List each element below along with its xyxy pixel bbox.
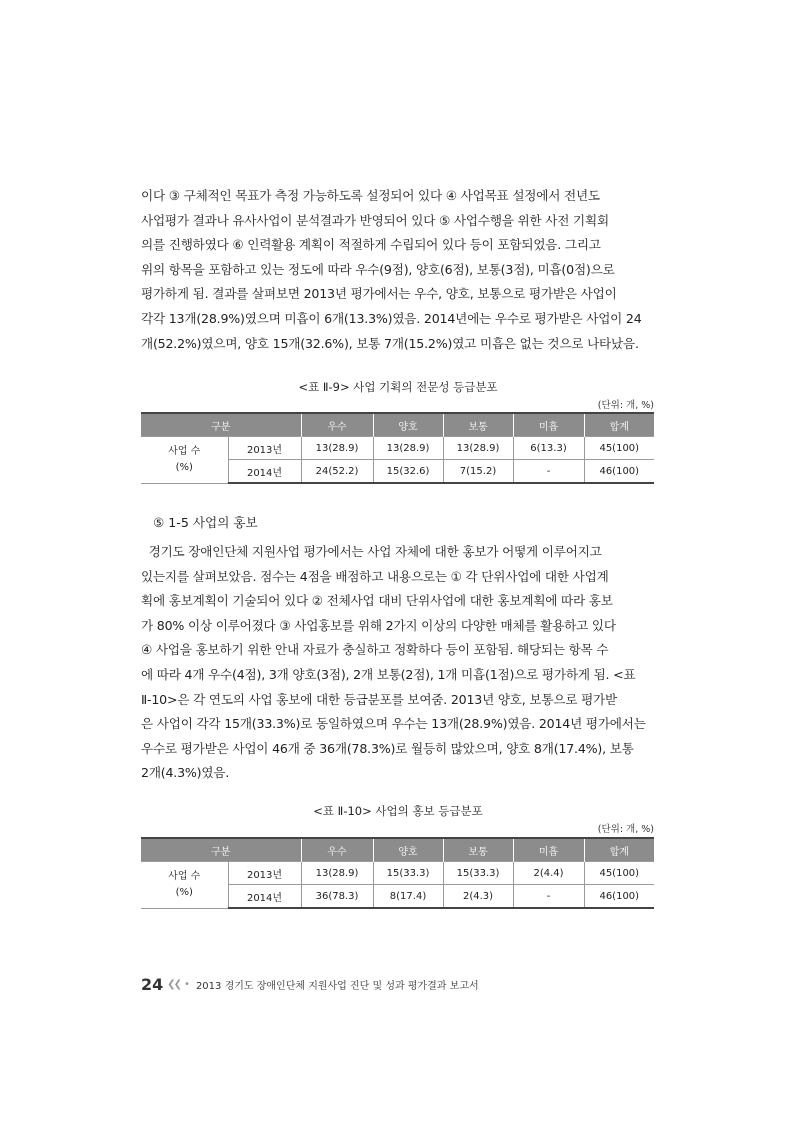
text-line: 은 사업이 각각 15개(33.3%)로 동일하였으며 우수는 13개(28.9%)였음. 2014년 평가에서는	[141, 716, 646, 732]
text-line: 개(52.2%)였으며, 양호 15개(32.6%), 보통 7개(15.2%)였고 미흡은 없는 것으로 나타났음.	[141, 335, 639, 351]
text-line: 위의 항목을 포함하고 있는 정도에 따라 우수(9점), 양호(6점), 보통(3점), 미흡(0점)으로	[141, 261, 615, 277]
table-row	[141, 862, 654, 885]
column-header-good: 양호	[373, 838, 443, 862]
column-header-average: 보통	[443, 838, 513, 862]
table-cell: 24(52.2)	[301, 460, 373, 484]
row-header-count	[141, 862, 228, 909]
body-paragraph-2	[141, 540, 655, 786]
text-line: ④ 사업을 홍보하기 위한 안내 자료가 충실하고 정확하다 등이 포함됨. 해당되는 항목 수	[141, 642, 609, 658]
page-footer	[141, 975, 479, 994]
column-header-excellent: 우수	[301, 413, 373, 437]
column-header-poor: 미흡	[513, 413, 584, 437]
table-cell: 36(78.3)	[301, 885, 373, 909]
text-line: 획에 홍보계획이 기술되어 있다 ② 전체사업 대비 단위사업에 대한 홍보계획에 따라 홍보	[141, 593, 613, 609]
row-header-unit: (%)	[175, 461, 193, 473]
table-caption: <표 Ⅱ-10> 사업의 홍보 등급분포	[313, 804, 483, 818]
column-header-good: 양호	[373, 413, 443, 437]
table-cell: 13(28.9)	[301, 437, 373, 460]
footer-report-title: 2013 경기도 장애인단체 지원사업 진단 및 성과 평가결과 보고서	[195, 981, 479, 992]
grade-distribution-table	[141, 412, 654, 484]
year-cell: 2014년	[228, 460, 301, 484]
year-cell: 2013년	[228, 862, 301, 885]
table-cell: 15(32.6)	[373, 460, 443, 484]
table-cell: 45(100)	[584, 862, 654, 885]
table-cell: -	[513, 885, 584, 909]
table-unit-note: (단위: 개, %)	[597, 400, 654, 411]
text-line: 각각 13개(28.9%)였으며 미흡이 6개(13.3%)였음. 2014년에는 우수로 평가받은 사업이 24	[141, 310, 642, 326]
table-cell: -	[513, 460, 584, 484]
table-cell: 2(4.3)	[443, 885, 513, 909]
column-header-poor: 미흡	[513, 838, 584, 862]
table-row	[141, 437, 654, 460]
table-cell: 13(28.9)	[301, 862, 373, 885]
year-cell: 2013년	[228, 437, 301, 460]
table-unit-note: (단위: 개, %)	[597, 824, 654, 835]
row-header-count	[141, 437, 228, 484]
column-header-category: 구분	[141, 413, 301, 437]
table-cell: 45(100)	[584, 437, 654, 460]
section-subheading: ⑤ 1-5 사업의 홍보	[153, 515, 258, 530]
bullet-icon: •	[184, 979, 190, 990]
table-cell: 46(100)	[584, 885, 654, 909]
table-cell: 13(28.9)	[373, 437, 443, 460]
table-cell: 15(33.3)	[443, 862, 513, 885]
column-header-total: 합계	[584, 413, 654, 437]
table-cell: 8(17.4)	[373, 885, 443, 909]
table-cell: 13(28.9)	[443, 437, 513, 460]
column-header-category: 구분	[141, 838, 301, 862]
body-paragraph-1	[141, 184, 655, 356]
table-cell: 7(15.2)	[443, 460, 513, 484]
table-cell: 15(33.3)	[373, 862, 443, 885]
double-chevron-left-icon: ❮❮	[167, 979, 181, 990]
text-line: 의를 진행하였다 ⑥ 인력활용 계획이 적절하게 수립되어 있다 등이 포함되었음. 그리고	[141, 237, 601, 253]
table-cell: 46(100)	[584, 460, 654, 484]
table-caption: <표 Ⅱ-9> 사업 기획의 전문성 등급분포	[298, 380, 498, 394]
text-line: 평가하게 됨. 결과를 살펴보면 2013년 평가에서는 우수, 양호, 보통으로 평가받은 사업이	[141, 286, 617, 302]
text-line: 있는지를 살펴보았음. 점수는 4점을 배점하고 내용으로는 ① 각 단위사업에 대한 사업계	[141, 568, 609, 584]
table-cell: 6(13.3)	[513, 437, 584, 460]
column-header-total: 합계	[584, 838, 654, 862]
text-line: 가 80% 이상 이루어졌다 ③ 사업홍보를 위해 2가지 이상의 다양한 매체를 활용하고 있다	[141, 617, 616, 633]
row-header-label: 사업 수	[168, 445, 201, 457]
row-header-label: 사업 수	[168, 870, 201, 882]
row-header-unit: (%)	[175, 886, 193, 898]
text-line: 사업평가 결과나 유사사업이 분석결과가 반영되어 있다 ⑤ 사업수행을 위한 사전 기획회	[141, 212, 609, 228]
text-line: 우수로 평가받은 사업이 46개 중 36개(78.3%)로 월등히 많았으며, 양호 8개(17.4%), 보통	[141, 740, 634, 756]
text-line: 2개(4.3%)였음.	[141, 765, 230, 781]
table-cell: 2(4.4)	[513, 862, 584, 885]
grade-distribution-table	[141, 837, 654, 909]
text-line: 이다 ③ 구체적인 목표가 측정 가능하도록 설정되어 있다 ④ 사업목표 설정에서 전년도	[141, 188, 600, 203]
column-header-excellent: 우수	[301, 838, 373, 862]
column-header-average: 보통	[443, 413, 513, 437]
page-number: 24	[141, 975, 164, 994]
year-cell: 2014년	[228, 885, 301, 909]
text-line: 경기도 장애인단체 지원사업 평가에서는 사업 자체에 대한 홍보가 어떻게 이루어지고	[141, 544, 602, 559]
text-line: Ⅱ-10>은 각 연도의 사업 홍보에 대한 등급분포를 보여줌. 2013년 양호, 보통으로 평가받	[141, 691, 617, 707]
text-line: 에 따라 4개 우수(4점), 3개 양호(3점), 2개 보통(2점), 1개 미흡(1점)으로 평가하게 됨. <표	[141, 666, 636, 682]
